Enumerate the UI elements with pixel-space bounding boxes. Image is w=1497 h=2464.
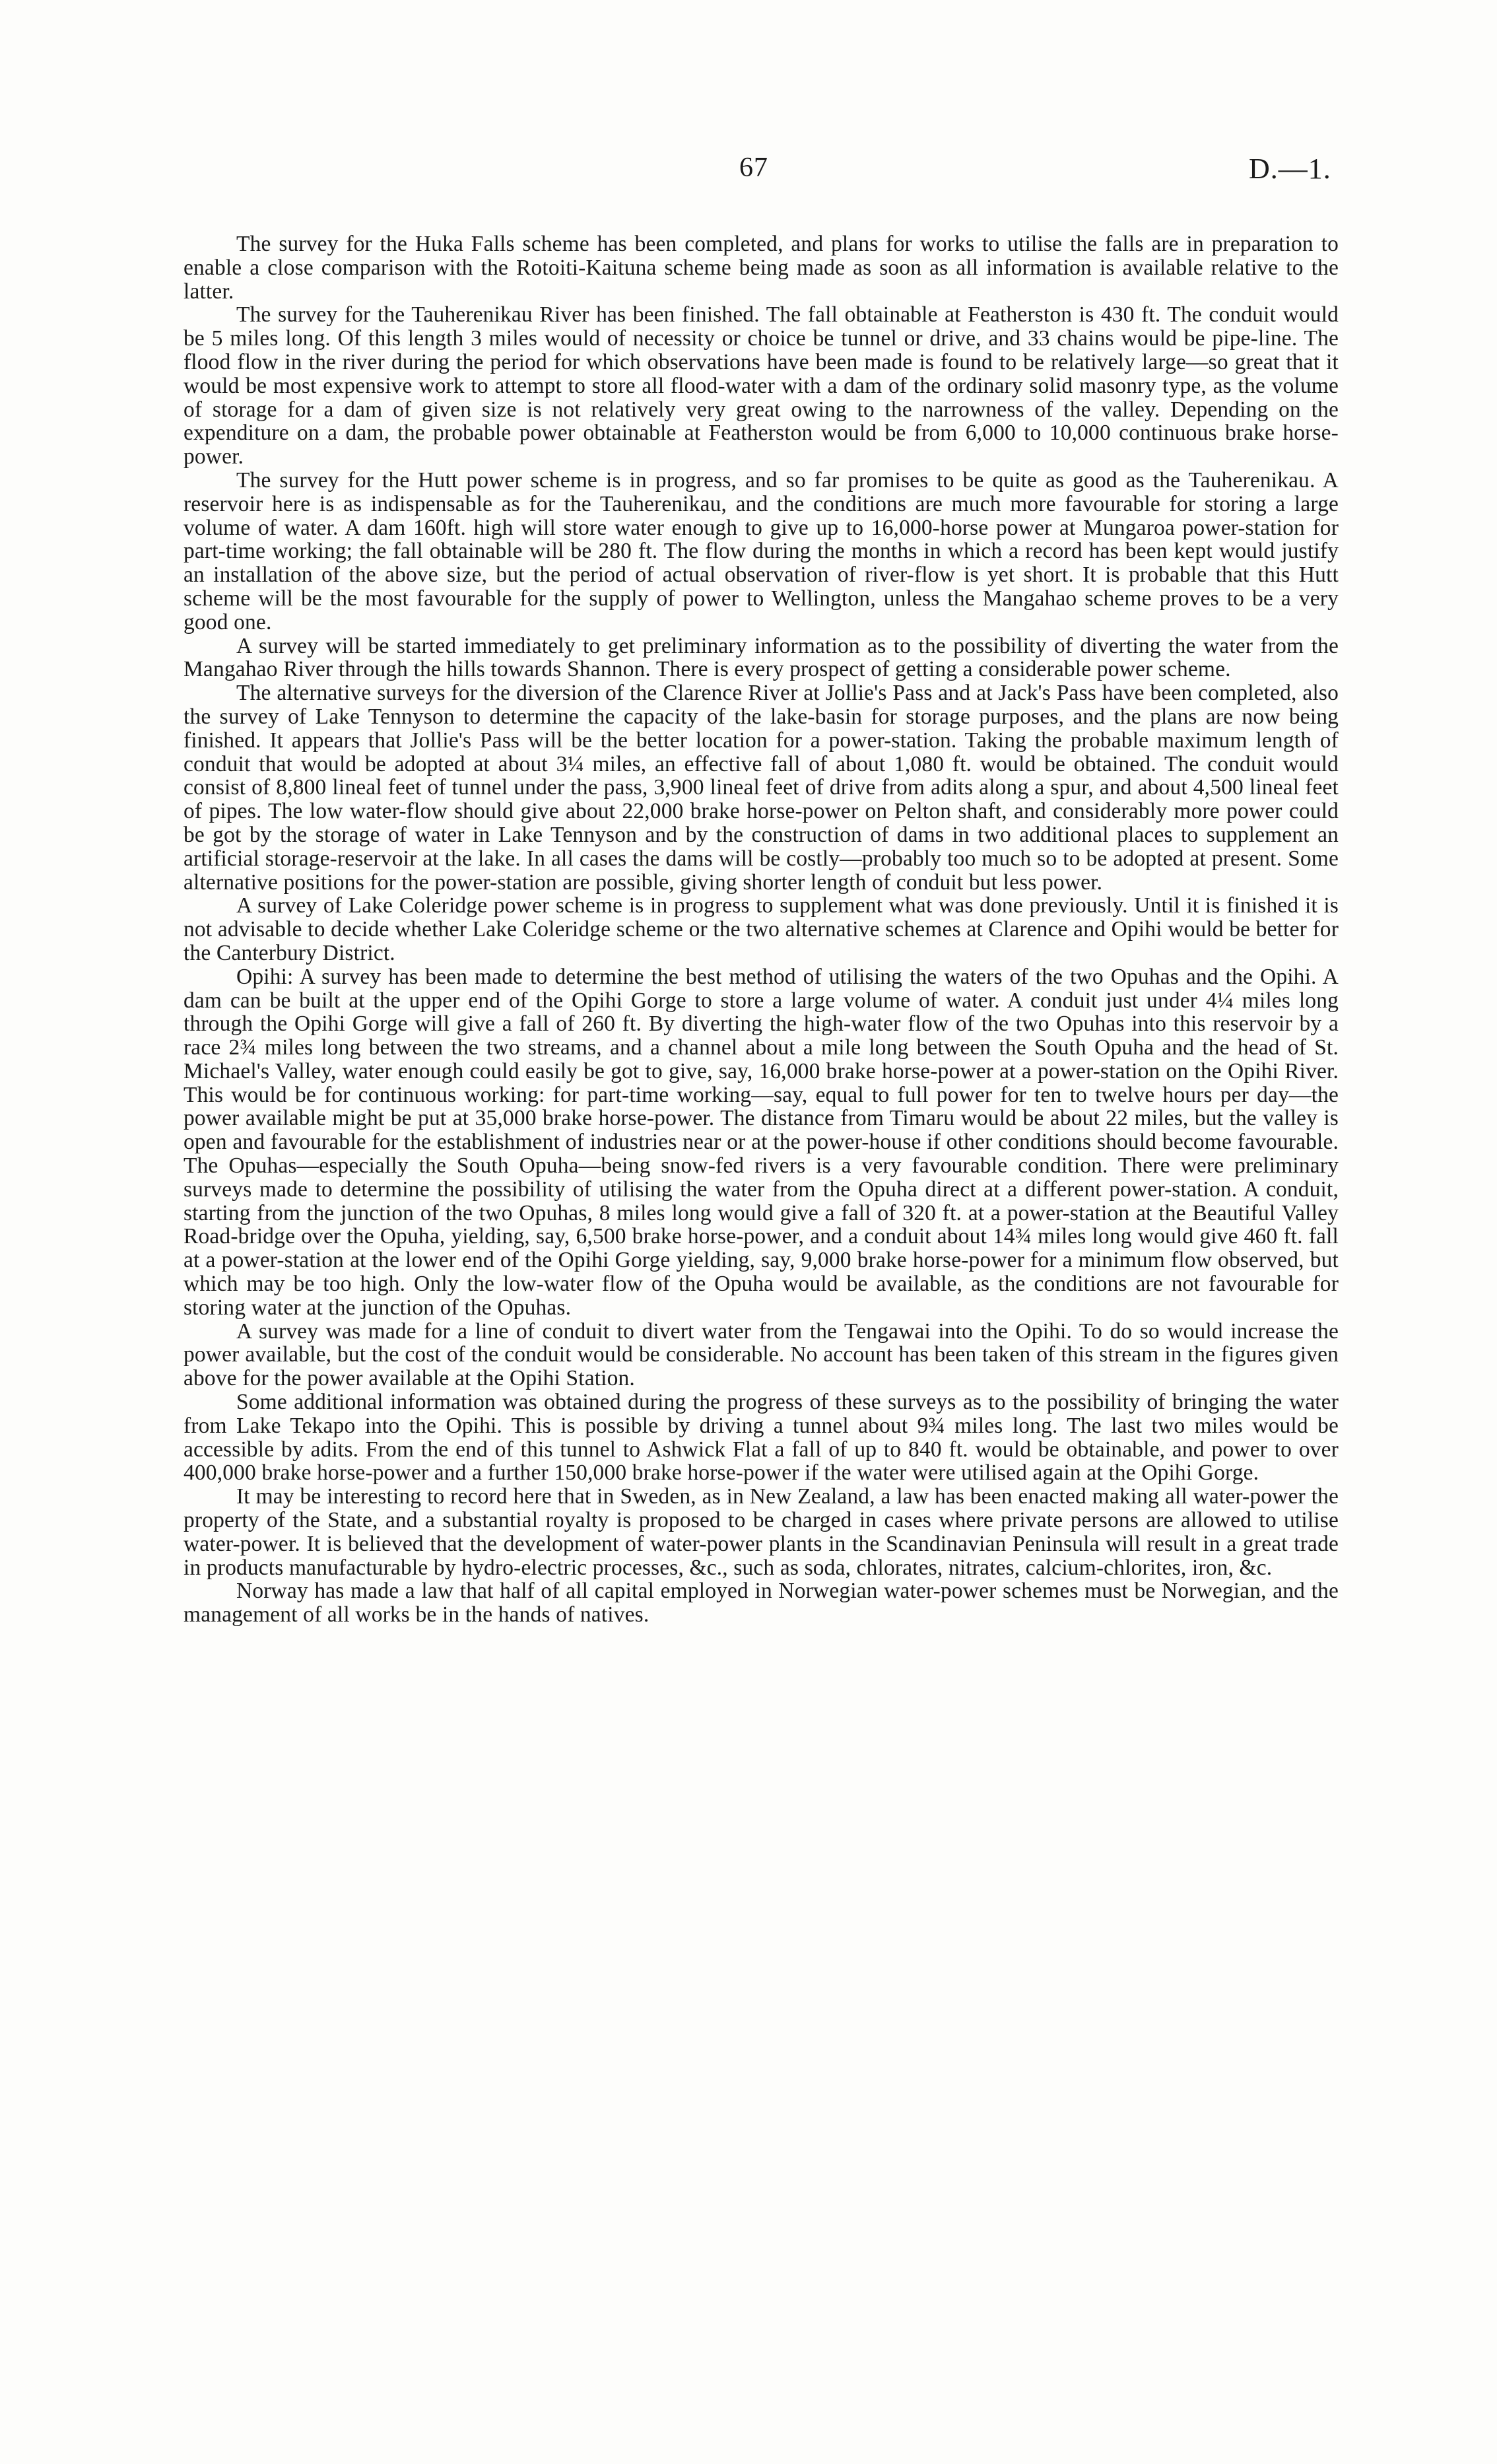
paragraph-huka-falls: The survey for the Huka Falls scheme has been completed, and plans for works to utilise the falls are in preparation to enable a close comparison with the Rotoiti-Kaituna scheme being made as soon as all information is available relative to the latter.	[183, 232, 1339, 304]
paragraph-clarence-river: The alternative surveys for the diversion of the Clarence River at Jollie's Pass and at Jack's Pass have been completed, also the survey of Lake Tennyson to determine the capacity of the lake-basin for storage purposes, and the plans are now being finished. It appears that Jollie's Pass will be the better location for a power-station. Taking the probable maximum length of conduit that would be adopted at about 3¼ miles, an effective fall of about 1,080 ft. would be obtained. The conduit would consist of 8,800 lineal feet of tunnel under the pass, 3,900 lineal feet of drive from adits along a spur, and about 4,500 lineal feet of pipes. The low water-flow should give about 22,000 brake horse-power on Pelton shaft, and considerably more power could be got by the storage of water in Lake Tennyson and by the construction of dams in two additional places to supplement an artificial storage-reservoir at the lake. In all cases the dams will be costly—probably too much so to be adopted at present. Some alternative positions for the power-station are possible, giving shorter length of conduit but less power.	[183, 681, 1339, 895]
paragraph-sweden: It may be interesting to record here that in Sweden, as in New Zealand, a law has been enacted making all water-power the property of the State, and a substantial royalty is proposed to be charged in cases where private persons are allowed to utilise water-power. It is believed that the development of water-power plants in the Scandinavian Peninsula will result in a great trade in products manufacturable by hydro-electric processes, &c., such as soda, chlorates, nitrates, calcium-chlorites, iron, &c.	[183, 1484, 1339, 1580]
paragraph-opihi: Opihi: A survey has been made to determine the best method of utilising the waters of the two Opuhas and the Opihi. A dam can be built at the upper end of the Opihi Gorge to store a large volume of water. A conduit just under 4¼ miles long through the Opihi Gorge will give a fall of 260 ft. By diverting the high-water flow of the two Opuhas into this reservoir by a race 2¾ miles long between the two streams, and a channel about a mile long between the South Opuha and the head of St. Michael's Valley, water enough could easily be got to give, say, 16,000 brake horse-power at a power-station on the Opihi River. This would be for continuous working: for part-time working—say, equal to full power for ten to twelve hours per day—the power available might be put at 35,000 brake horse-power. The distance from Timaru would be about 22 miles, but the valley is open and favourable for the establishment of industries near or at the power-house if other conditions should become favourable. The Opuhas—especially the South Opuha—being snow-fed rivers is a very favourable condition. There were preliminary surveys made to determine the possibility of utilising the water from the Opuha direct at a different power-station. A conduit, starting from the junction of the two Opuhas, 8 miles long would give a fall of 320 ft. at a power-station at the Beautiful Valley Road-bridge over the Opuha, yielding, say, 6,500 brake horse-power, and a conduit about 14¾ miles long would give 460 ft. fall at a power-station at the lower end of the Opihi Gorge yielding, say, 9,000 brake horse-power for a minimum flow observed, but which may be too high. Only the low-water flow of the Opuha would be available, as the conditions are not favourable for storing water at the junction of the Opuhas.	[183, 964, 1339, 1320]
body-text	[183, 232, 1339, 1627]
page-number: 67	[739, 153, 768, 183]
paragraph-norway: Norway has made a law that half of all capital employed in Norwegian water-power schemes must be Norwegian, and the management of all works be in the hands of natives.	[183, 1579, 1339, 1627]
paragraph-mangahao: A survey will be started immediately to get preliminary information as to the possibility of diverting the water from the Mangahao River through the hills towards Shannon. There is every prospect of getting a considerable power scheme.	[183, 633, 1339, 682]
paragraph-tauherenikau: The survey for the Tauherenikau River has been finished. The fall obtainable at Featherston is 430 ft. The conduit would be 5 miles long. Of this length 3 miles would of necessity or choice be tunnel or drive, and 33 chains would be pipe-line. The flood flow in the river during the period for which observations have been made is found to be relatively large—so great that it would be most expensive work to attempt to store all flood-water with a dam of the ordinary solid masonry type, as the volume of storage for a dam of given size is not relatively very great owing to the narrowness of the valley. Depending on the expenditure on a dam, the probable power obtainable at Featherston would be from 6,000 to 10,000 continuous brake horse-power.	[183, 302, 1339, 469]
paragraph-lake-coleridge: A survey of Lake Coleridge power scheme is in progress to supplement what was done previously. Until it is finished it is not advisable to decide whether Lake Coleridge scheme or the two alternative schemes at Clarence and Opihi would be better for the Canterbury District.	[183, 893, 1339, 965]
page-header	[0, 152, 1497, 198]
document-reference: D.—1.	[1249, 153, 1331, 185]
paragraph-hutt-scheme: The survey for the Hutt power scheme is in progress, and so far promises to be quite as good as the Tauherenikau. A reservoir here is as indispensable as for the Tauherenikau, and the conditions are much more favourable for storing a large volume of water. A dam 160ft. high will store water enough to give up to 16,000-horse power at Mungaroa power-station for part-time working; the fall obtainable will be 280 ft. The flow during the months in which a record has been kept would justify an installation of the above size, but the period of actual observation of river-flow is yet short. It is probable that this Hutt scheme will be the most favourable for the supply of power to Wellington, unless the Mangahao scheme proves to be a very good one.	[183, 467, 1339, 634]
paragraph-lake-tekapo: Some additional information was obtained during the progress of these surveys as to the possibility of bringing the water from Lake Tekapo into the Opihi. This is possible by driving a tunnel about 9¾ miles long. The last two miles would be accessible by adits. From the end of this tunnel to Ashwick Flat a fall of up to 840 ft. would be obtainable, and power to over 400,000 brake horse-power and a further 150,000 brake horse-power if the water were utilised again at the Opihi Gorge.	[183, 1390, 1339, 1486]
paragraph-tengawai: A survey was made for a line of conduit to divert water from the Tengawai into the Opihi. To do so would increase the power available, but the cost of the conduit would be considerable. No account has been taken of this stream in the figures given above for the power available at the Opihi Station.	[183, 1318, 1339, 1391]
